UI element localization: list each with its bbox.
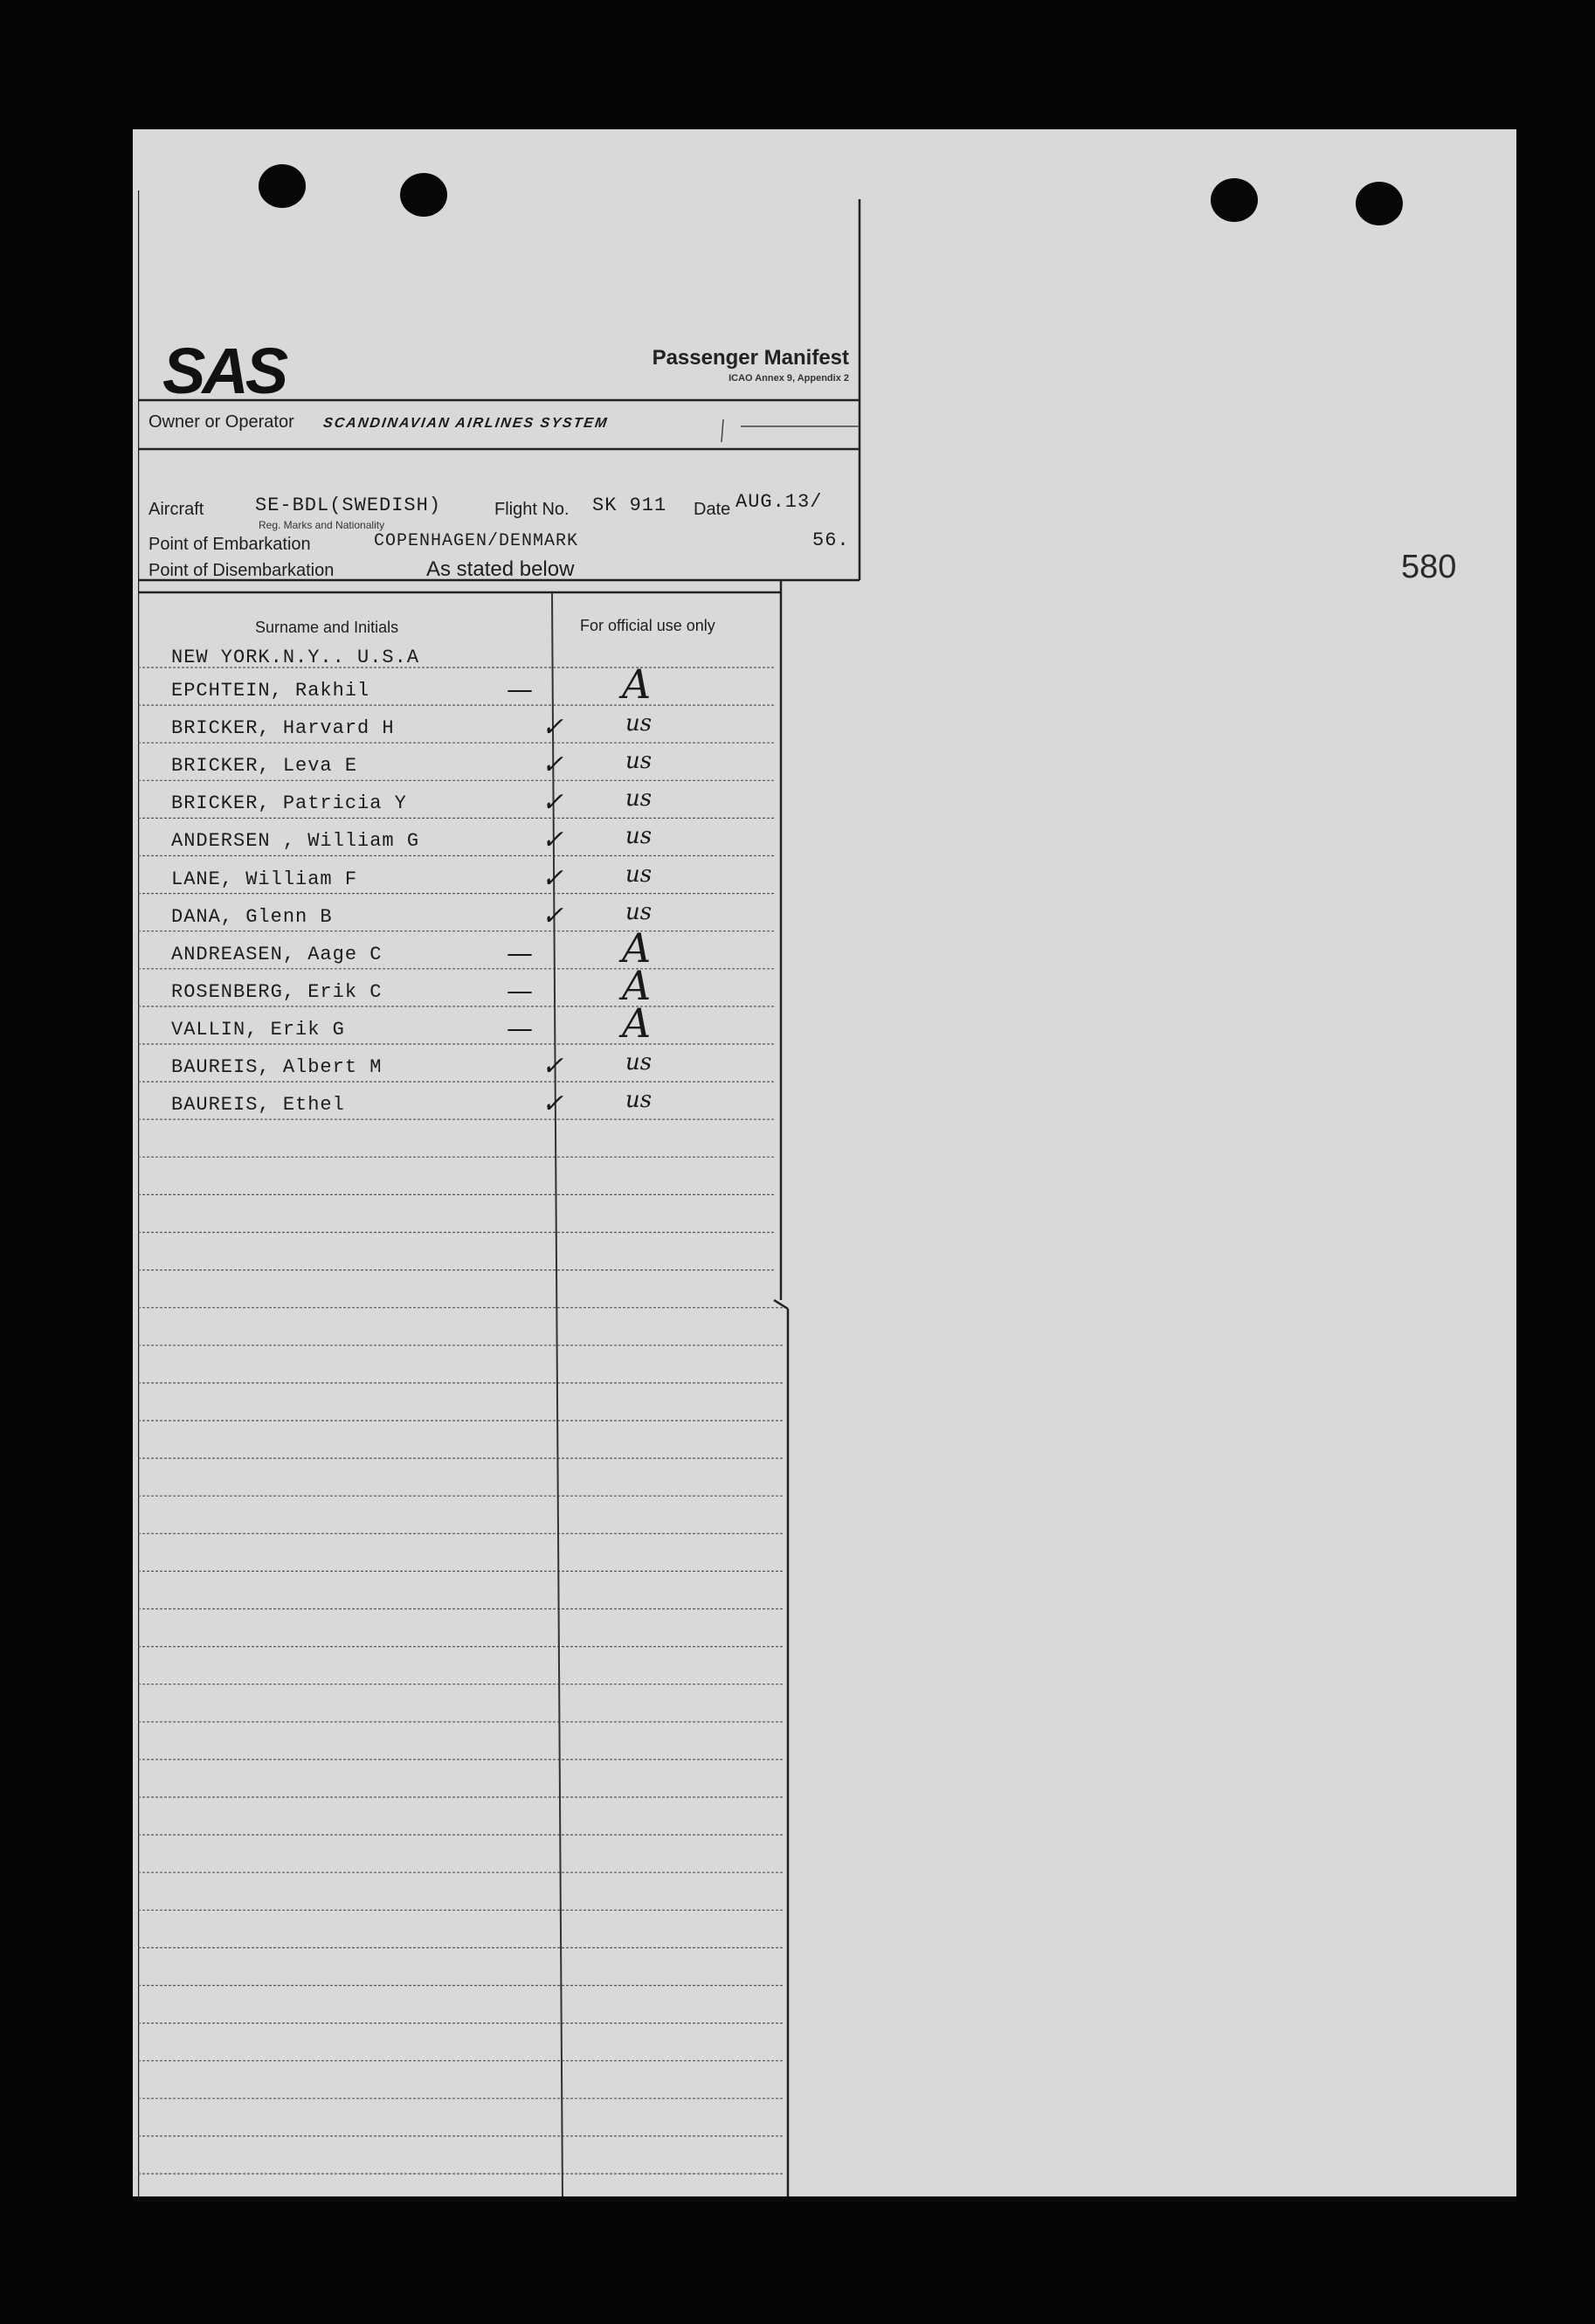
passenger-name: LANE, William F [171, 868, 358, 890]
check-mark: — [507, 674, 533, 705]
official-mark: us [625, 785, 652, 813]
passenger-name: ROSENBERG, Erik C [171, 980, 383, 1003]
passenger-name: ANDREASEN, Aage C [171, 943, 383, 965]
check-mark: ✓ [542, 825, 564, 856]
flight-value: SK 911 [592, 495, 667, 516]
owner-value: SCANDINAVIAN AIRLINES SYSTEM [321, 416, 610, 431]
disembarkation-value: As stated below [426, 557, 575, 581]
names-column-header: Surname and Initials [255, 619, 399, 636]
passenger-name: VALLIN, Erik G [171, 1018, 345, 1041]
passenger-name: BRICKER, Harvard H [171, 717, 395, 740]
check-mark: — [507, 1013, 533, 1044]
official-mark: us [625, 1049, 652, 1076]
date-label: Date [694, 500, 731, 519]
official-mark: us [625, 823, 652, 850]
passenger-name: EPCHTEIN, Rakhil [171, 680, 370, 702]
embarkation-value: COPENHAGEN/DENMARK [374, 531, 579, 551]
check-mark: ✓ [542, 712, 564, 744]
aircraft-label: Aircraft [148, 500, 204, 519]
year-value: 56. [812, 529, 850, 551]
check-mark: — [507, 937, 533, 969]
page-number: 580 [1401, 549, 1457, 585]
check-mark: ✓ [542, 900, 564, 931]
manifest-title: Passenger Manifest [652, 346, 849, 370]
official-mark: A [622, 961, 652, 1009]
check-mark: ✓ [542, 787, 564, 819]
official-mark: us [625, 861, 652, 888]
embarkation-label: Point of Embarkation [148, 535, 311, 554]
check-mark: — [507, 975, 533, 1006]
official-mark: us [625, 748, 652, 775]
check-mark: ✓ [542, 1089, 564, 1120]
aircraft-sublabel: Reg. Marks and Nationality [259, 519, 385, 531]
official-mark: us [625, 710, 652, 737]
check-mark: ✓ [542, 862, 564, 894]
official-mark: us [625, 898, 652, 925]
passenger-name: BRICKER, Patricia Y [171, 792, 407, 815]
official-column-header: For official use only [580, 617, 715, 634]
flight-label: Flight No. [494, 500, 570, 519]
official-mark: A [622, 661, 652, 708]
aircraft-value: SE-BDL(SWEDISH) [255, 495, 442, 516]
official-mark: A [622, 923, 652, 972]
manifest-sheet [133, 129, 1516, 2202]
passenger-name: ANDERSEN , William G [171, 830, 420, 853]
check-mark: ✓ [542, 1051, 564, 1082]
ledger-rules [133, 129, 1516, 2202]
passenger-name: BAUREIS, Ethel [171, 1094, 345, 1117]
check-mark: ✓ [542, 750, 564, 781]
passenger-name: BRICKER, Leva E [171, 755, 358, 778]
manifest-reference: ICAO Annex 9, Appendix 2 [728, 373, 849, 384]
official-mark: us [625, 1087, 652, 1114]
bottom-edge [133, 2196, 1516, 2202]
date-value: AUG.13/ [735, 491, 823, 513]
destination-line: NEW YORK.N.Y.. U.S.A [171, 647, 420, 668]
passenger-name: BAUREIS, Albert M [171, 1056, 383, 1078]
svg-text:SAS: SAS [162, 335, 286, 405]
official-mark: A [622, 999, 652, 1047]
passenger-name: DANA, Glenn B [171, 905, 333, 928]
disembarkation-label: Point of Disembarkation [148, 561, 335, 580]
owner-label: Owner or Operator [148, 412, 294, 432]
